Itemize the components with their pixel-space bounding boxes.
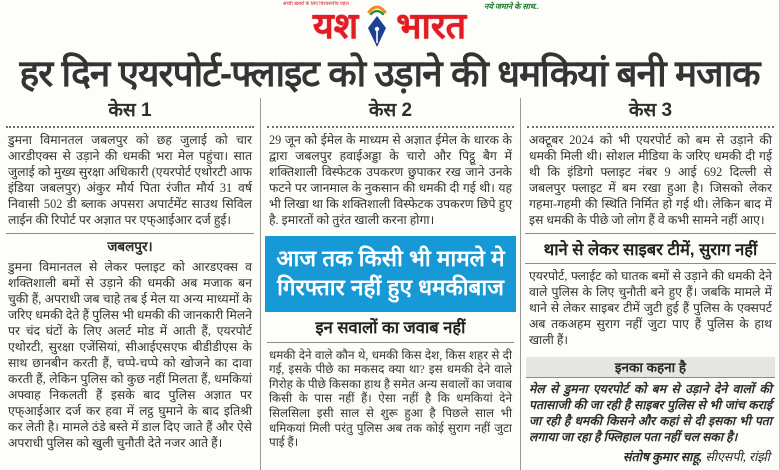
masthead [0, 0, 779, 52]
column-right [520, 98, 779, 470]
pen-nib-icon [364, 4, 390, 48]
quote-section-header: इनका कहना है [526, 357, 775, 378]
horizontal-rule [6, 233, 254, 234]
dateline: जबलपुर। [107, 238, 153, 254]
attribution-title: सीएसपी, रांझी [705, 449, 770, 464]
case3-header: केस 3 [628, 100, 673, 121]
dotted-rule [6, 124, 254, 128]
case3-body: अक्टूबर 2024 को भी एयरपोर्ट को बम से उड़ाने की धमकी मिली थी। सोशल मीडिया के जरिए धमकी दी गई थी कि इंडिगो फ्लाइट नंबर 9 आई 692 दिल्ली से जबलपुर फ्लाइट में बम रखा हुआ है। जिसको लेकर गहमा-गहमी की स्थिति निर्मित हो गई थी। लेकिन बाद में इस धमकी के पीछे जो लोग हैं वे कभी सामने नहीं आए। [529, 133, 772, 227]
middle-story-body: धमकी देने वाले कौन थे, धमकी किस देश, किस शहर से दी गई, इसके पीछे का मकसद क्या था? इस धमकी देने वाले गिरोह के पीछे किसका हाथ है समेत अन्य सवालों का जवाब किसी के पास नहीं हैं। ऐसा नहीं है कि धमकियां देने सिलसिला इसी साल से शुरू हुआ है पिछले साल भी धमिकयां मिली परंतु पुलिस अब तक कोई सुराग नहीं जुटा पाई हैं। [269, 347, 512, 450]
attribution-name: संतोष कुमार साहू, [623, 449, 703, 464]
official-quote: मेल से डुमना एयरपोर्ट को बम से उड़ाने देने वालों की पतासाजी की जा रही है साइबर पुलिस से भी जांच कराई जा रही है धमकी किसने और कहां से दी इसका भी पता लगाया जा रहा है फ्लिहाल पता नहीं चल सका है। [529, 381, 772, 444]
column-left [0, 98, 260, 470]
columns-container [0, 98, 779, 470]
logo-text-right: भारत [396, 5, 467, 46]
questions-subhead: इन सवालों का जवाब नहीं [315, 318, 466, 337]
cyber-team-heading: थाने से लेकर साइबर टीमें, सुराग नहीं [525, 233, 776, 264]
column-middle [260, 98, 520, 470]
quote-attribution [521, 448, 770, 465]
masthead-tagline: नये जमाने के साथ.. [483, 2, 539, 11]
newspaper-logo [0, 4, 779, 48]
logo-text-left: यश [312, 5, 359, 46]
masthead-micro-slogan: सच्ची खबरों के लिए विश्वसनीय पहल [283, 2, 349, 7]
horizontal-rule [267, 342, 514, 343]
case1-header: केस 1 [108, 100, 152, 121]
case2-header: केस 2 [368, 100, 413, 121]
main-headline: हर दिन एयरपोर्ट-फ्लाइट को उड़ाने की धमकियां बनी मजाक [19, 53, 760, 94]
case1-body: डुमना विमानतल जबलपुर को छह जुलाई को चार आरडीएक्स से उड़ाने की धमकी भरा मेल पहुंचा। सात जुलाई को मुख्य सुरक्षा अधिकारी (एयरपोर्ट एथोरटी आफ इंडिया जबलपुर) अंकुर मौर्य पिता रंजीत मौर्य 31 वर्ष निवासी 502 डी ब्लाक अपसरा अपार्टमेंट साउथ सिविल लाईन की रिपोर्ट पर अज्ञात पर एफ्आईआर दर्ज हुई। [8, 133, 252, 227]
case2-body: 29 जून को ईमेल के माध्यम से अज्ञात ईमेल के धारक के द्वारा जबलपुर हवाईअड्डा के चारो और पिट्ठू बैग में शक्तिशाली विस्फेटक उपकरण छुपाकर रख जाने उनके फटने पर जानमाल के नुकसान की धमकी दी गई थी। यह भी लिखा था कि शक्तिशाली विस्फेटक उपकरण छिपे हुए है. इमारतों को तुरंत खाली करना होगा। [269, 133, 512, 227]
right-story-body: एयरपोर्ट, फ्लाईट को घातक बमों से उड़ाने की धमकी देने वाले पुलिस के लिए चुनौती बने हुए हैं। जबकि मामले में थाने से लेकर साइबर टीमें जुटी हुई हैं पुलिस के एक्सपर्ट अब तकअहम सुराग नहीं जुटा पाए हैं पुलिस के हाथ खाली हैं। [529, 268, 772, 347]
left-story-body: डुमना विमानतल से लेकर फ्लाइट को आरडएक्स व शक्तिशाली बमों से उड़ाने की धमकी अब मजाक बन चुकी हैं, अपराधी जब चाहे तब ई मेल या अन्य माध्यमों के जरिए धमकी देते हैं पुलिस भी धमकी की जानकारी मिलने पर चंद घंटों के लिए अलर्ट मोड में आती हैं, एयरपोर्ट एथोरटी, सुरक्षा एजेंसियां, सीआईएसएफ बीडीडीएस के साथ छानबीन करती हैं, चप्पे-चप्पे को खोजने का दावा करती हैं, लेकिन पुलिस को कुछ नहीं मिलता हैं, धमकियां अफ्वाह निकलती हैं इसके बाद पुलिस अज्ञात पर एफ्आईआर दर्ज कर हवा में लट्ठ घुमाने के बाद इतिश्री कर लेती है। मामले ठंडे बस्ते में डाल दिए जाते हैं और ऐसे अपराधी पुलिस को खुली चुनौती देते नजर आते हैं। [8, 259, 252, 450]
highlight-box-headline: आज तक किसी भी मामले मे गिरफ्तार नहीं हुए धमकीबाज [265, 236, 516, 312]
dotted-rule [527, 124, 774, 128]
dotted-rule [267, 124, 514, 128]
